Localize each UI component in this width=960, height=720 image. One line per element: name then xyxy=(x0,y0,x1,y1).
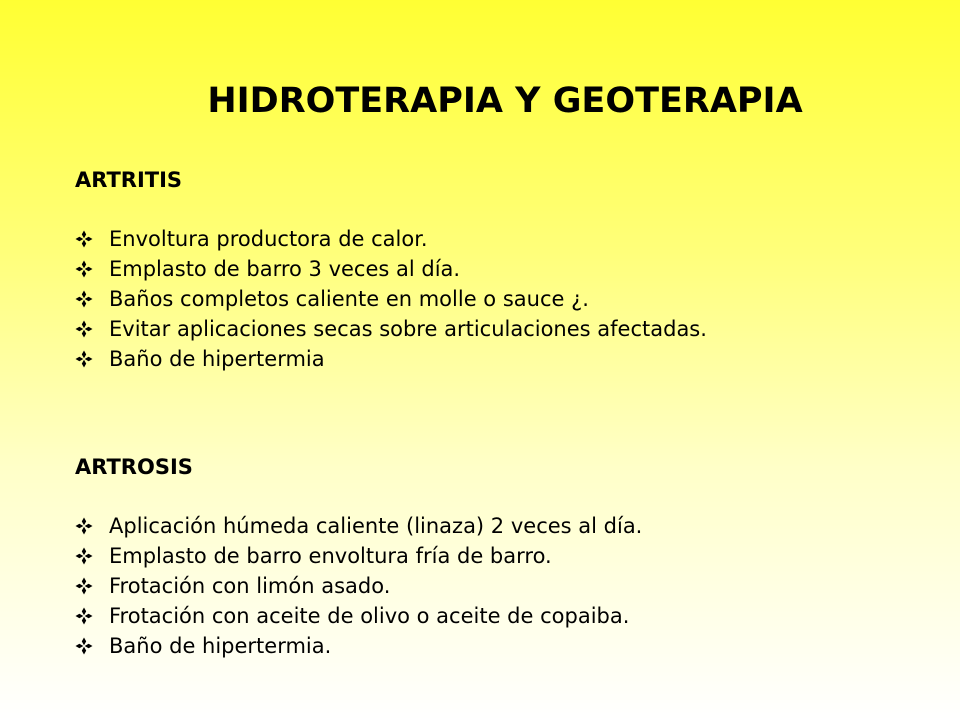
four-diamond-bullet-icon xyxy=(75,320,109,338)
list-item-text: Emplasto de barro envoltura fría de barro. xyxy=(109,544,552,568)
bullet-list xyxy=(75,511,935,661)
list-item-text: Baño de hipertermia. xyxy=(109,634,332,658)
list-item xyxy=(75,284,935,314)
four-diamond-bullet-icon xyxy=(75,547,109,565)
list-item-text: Baños completos caliente en molle o sauce ¿. xyxy=(109,287,589,311)
list-item-text: Frotación con limón asado. xyxy=(109,574,391,598)
four-diamond-bullet-icon xyxy=(75,517,109,535)
four-diamond-bullet-icon xyxy=(75,260,109,278)
list-item xyxy=(75,224,935,254)
four-diamond-bullet-icon xyxy=(75,350,109,368)
list-item-text: Frotación con aceite de olivo o aceite de copaiba. xyxy=(109,604,630,628)
list-item-text: Envoltura productora de calor. xyxy=(109,227,428,251)
list-item-text: Baño de hipertermia xyxy=(109,347,325,371)
list-item xyxy=(75,511,935,541)
list-item xyxy=(75,254,935,284)
four-diamond-bullet-icon xyxy=(75,607,109,625)
four-diamond-bullet-icon xyxy=(75,577,109,595)
four-diamond-bullet-icon xyxy=(75,290,109,308)
list-item-text: Emplasto de barro 3 veces al día. xyxy=(109,257,461,281)
list-item xyxy=(75,541,935,571)
bullet-list xyxy=(75,224,935,374)
list-item xyxy=(75,631,935,661)
section-heading: ARTRITIS xyxy=(75,168,183,192)
section-artrosis xyxy=(75,452,935,661)
four-diamond-bullet-icon xyxy=(75,230,109,248)
list-item xyxy=(75,344,935,374)
list-item-text: Aplicación húmeda caliente (linaza) 2 veces al día. xyxy=(109,514,643,538)
list-item-text: Evitar aplicaciones secas sobre articulaciones afectadas. xyxy=(109,317,707,341)
four-diamond-bullet-icon xyxy=(75,637,109,655)
section-heading: ARTROSIS xyxy=(75,455,193,479)
list-item xyxy=(75,571,935,601)
section-artritis xyxy=(75,165,935,374)
list-item xyxy=(75,314,935,344)
list-item xyxy=(75,601,935,631)
page-title: HIDROTERAPIA Y GEOTERAPIA xyxy=(207,81,803,122)
